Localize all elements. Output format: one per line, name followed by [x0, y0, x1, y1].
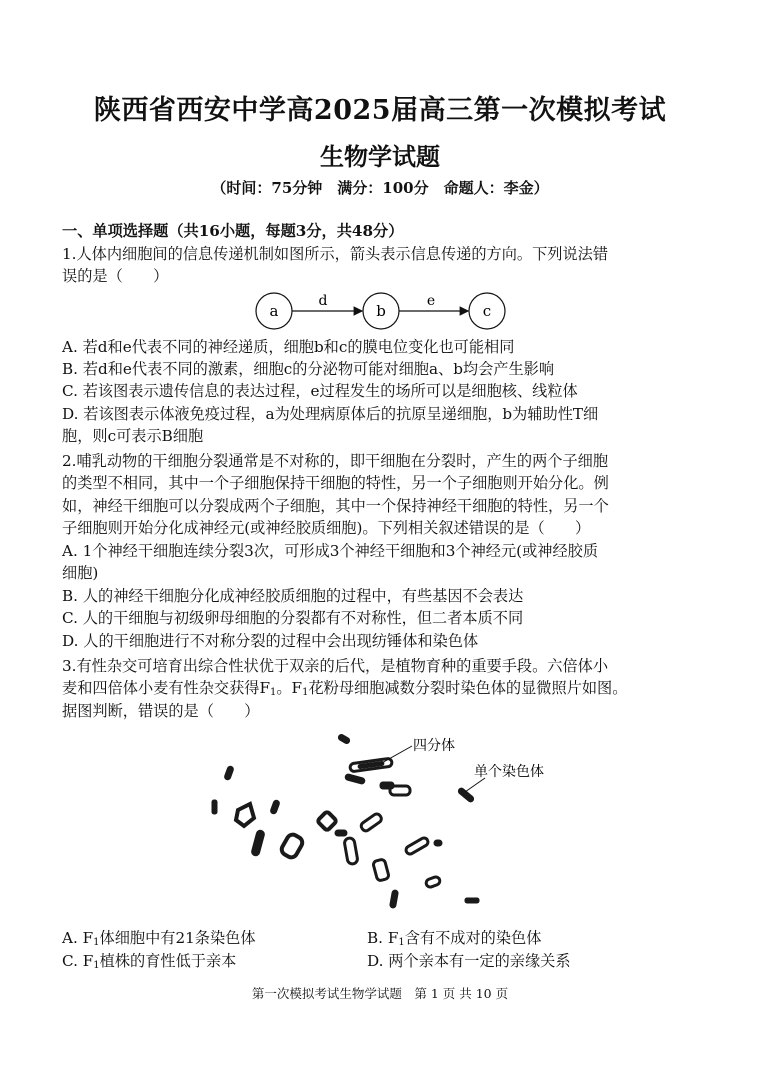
q2-option-d: D. 人的干细胞进行不对称分裂的过程中会出现纺锤体和染色体 — [62, 632, 479, 650]
diagram-node-c-label: c — [482, 302, 492, 320]
q3-option-b: B. $F_1$含有不成对的染色体 — [367, 929, 542, 948]
label-single-chromosome: 单个染色体 — [474, 764, 544, 780]
label-single-pointer — [465, 778, 485, 792]
q2-option-a-line1: A. 1个神经干细胞连续分裂3次，可形成3个神经干细胞和3个神经元(或神经胶质 — [62, 542, 599, 560]
q1-option-c: C. 若该图表示遗传信息的表达过程，e过程发生的场所可以是细胞核、线粒体 — [62, 382, 578, 400]
q3-option-c: C. $F_1$植株的育性低于亲本 — [62, 952, 237, 971]
exam-meta: （时间：75分钟 满分：100分 命题人：李金） — [211, 179, 549, 197]
section-heading: 一、单项选择题（共16小题，每题3分，共48分） — [62, 222, 404, 240]
q2-stem-line3: 如，神经干细胞可以分裂成两个子细胞，其中一个保持神经干细胞的特性，另一个 — [62, 497, 609, 515]
q3-stem-line3: 据图判断，错误的是（ ） — [62, 702, 260, 720]
q2-stem-line2: 的类型不相同，其中一个子细胞保持干细胞的特性，另一个子细胞则开始分化。例 — [62, 474, 609, 492]
q2-stem-line4: 子细胞则开始分化成神经元(或神经胶质细胞)。下列相关叙述错误的是（ ） — [62, 519, 591, 537]
q1-option-d-line2: 胞，则c可表示B细胞 — [62, 427, 204, 445]
q1-stem-line1: 1.人体内细胞间的信息传递机制如图所示，箭头表示信息传递的方向。下列说法错 — [62, 245, 609, 263]
q3-stem-line2: 麦和四倍体小麦有性杂交获得$F_1$。$F_1$花粉母细胞减数分裂时染色体的显微照片如图。 — [62, 679, 628, 698]
label-tetrad: 四分体 — [413, 738, 455, 754]
q3-option-a: A. $F_1$体细胞中有21条染色体 — [62, 929, 256, 948]
q1-option-b: B. 若d和e代表不同的激素，细胞c的分泌物可能对细胞a、b均会产生影响 — [62, 360, 555, 378]
q1-option-a: A. 若d和e代表不同的神经递质，细胞b和c的膜电位变化也可能相同 — [62, 338, 515, 356]
q3-stem-line1: 3.有性杂交可培育出综合性状优于双亲的后代，是植物育种的重要手段。六倍体小 — [62, 657, 609, 675]
q1-stem-line2: 误的是（ ） — [62, 267, 169, 285]
q2-option-b: B. 人的神经干细胞分化成神经胶质细胞的过程中，有些基因不会表达 — [62, 587, 524, 605]
q2-option-a-line2: 细胞) — [62, 564, 99, 582]
q1-option-d-line1: D. 若该图表示体液免疫过程，a为处理病原体后的抗原呈递细胞，b为辅助性T细 — [62, 405, 599, 423]
label-tetrad-pointer — [380, 746, 412, 764]
diagram-node-b-label: b — [376, 302, 386, 320]
q1-signal-diagram — [250, 289, 510, 333]
page-title: 陕西省西安中学高2025届高三第一次模拟考试 — [93, 95, 667, 126]
chromosome-shapes — [212, 733, 479, 908]
page-subtitle: 生物学试题 — [320, 142, 440, 171]
diagram-arrow-d-label: d — [318, 293, 328, 309]
diagram-node-a-label: a — [269, 302, 279, 320]
q3-option-d: D. 两个亲本有一定的亲缘关系 — [367, 952, 571, 970]
q3-chromosome-micrograph — [200, 730, 570, 920]
page-footer: 第一次模拟考试生物学试题 第 1 页 共 10 页 — [251, 986, 509, 1001]
q2-option-c: C. 人的干细胞与初级卵母细胞的分裂都有不对称性，但二者本质不同 — [62, 609, 524, 627]
q2-stem-line1: 2.哺乳动物的干细胞分裂通常是不对称的，即干细胞在分裂时，产生的两个子细胞 — [62, 452, 609, 470]
diagram-arrow-e-label: e — [426, 293, 436, 309]
